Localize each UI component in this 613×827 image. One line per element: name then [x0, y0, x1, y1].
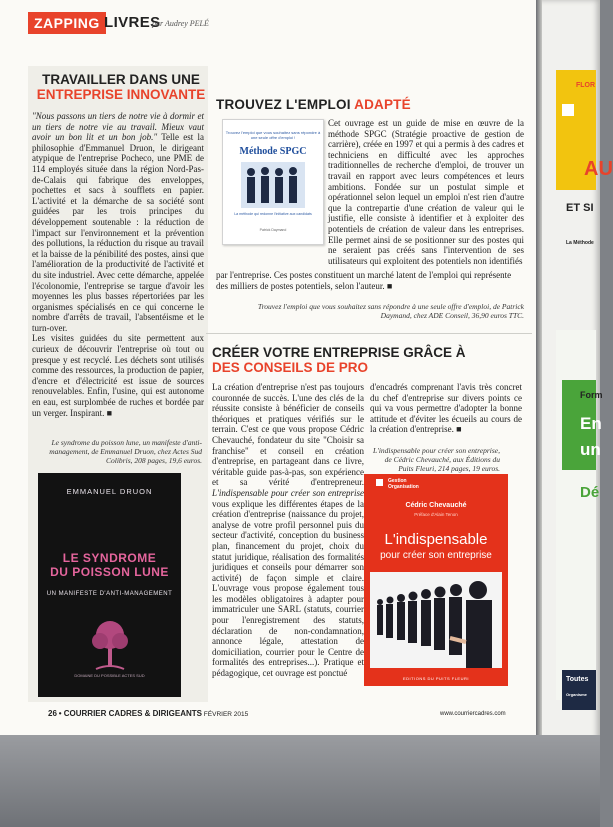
book1-title [38, 551, 181, 579]
book-cover-indispensable [364, 474, 508, 686]
book1-title-line1: LE SYNDROME [62, 551, 157, 565]
left-title-line1: TRAVAILLER DANS UNE [42, 72, 200, 87]
scan-shadow [0, 735, 600, 827]
book3-author: Cédric Chevauché [405, 502, 467, 509]
top-book-caption: Trouvez l'emploi que vous souhaitez sans répondre à une seule offre d'emploi, de Patrick Daymand, chez ADE Conseil, 36,90 euros TTC. [257, 302, 524, 320]
left-article-body [32, 111, 204, 418]
page-number: 26 [48, 709, 57, 718]
section-tag: ZAPPING [28, 12, 106, 34]
book2-tagline: Trouvez l'emploi que vous souhaitez sans répondre à une seule offre d'emploi ! [225, 130, 321, 140]
book3-title-line1: L'indispensable [384, 531, 488, 548]
book2-subtitle: La méthode qui redonne l'initiative aux candidats [234, 212, 312, 216]
left-title-line2: ENTREPRISE INNOVANTE [36, 87, 206, 102]
book2-title: Méthode SPGC [239, 146, 307, 157]
book-cover-syndrome-poisson-lune [38, 473, 181, 697]
adjacent-label5: Form [580, 390, 603, 400]
left-book-caption: Le syndrome du poisson lune, un manifeste d'anti-management, de Emmanuel Druon, chez Actes Sud Colibris, 208 pages, 19,6 euros. [49, 438, 202, 465]
adjacent-label3: ET SI [566, 202, 594, 214]
adjacent-face-icon [562, 104, 574, 116]
end-mark: ■ [106, 407, 113, 418]
adjacent-label6: En [580, 414, 602, 433]
left-body2: Les visites guidées du site permettent aux curieux de découvrir l'entreprise où tout ou presque y est recyclé. Les déchets sont utilisés comme des ressources, la production de papier, d'encre et d'électricité est issue de sources renouvelables. Enfin, l'usine, qui est autonome en eau, est surplombée de ruches et bordée par un verger. Inspirant. [32, 333, 204, 418]
left-body1: Telle est la philosophie d'Emmanuel Druon, le dirigeant atypique de l'entreprise Pocheco, une PME de 114 employés située dans la région Nord-Pas-de-Calais qui fabrique des enveloppes, pochettes et sacs à soufflets en papier. L'activité et la démarche de sa société sont guidées par les trois principes du développement soutenable : la réduction de l'impact sur l'environnement et la prévention des pollutions, la réduction du risque au travail et la baisse de la pénibilité des postes, ainsi que l'amélioration de la productivité de l'activité et du site industriel. Avec cette démarche, appelée l'écolonomie, l'entreprise se targue d'avoir les moyennes les plus basses répertoriées par les organismes spécialisés en ce qui concerne le nombre d'arrêts de travail, l'absentéisme et le turn-over. [32, 132, 204, 333]
book1-publisher: DOMAINE DU POSSIBLE ACTES SUD [74, 673, 145, 678]
bottom-body-col1-italic: L'indispensable pour créer son entreprise [212, 487, 364, 498]
bottom-title-line1: CRÉER VOTRE ENTREPRISE GRÂCE À [212, 345, 466, 360]
bottom-body-col1-b: vous explique les différentes étapes de la création d'entreprise (naissance du projet, analyse de votre profil personnel puis du secteur d'activité, conception du business plan, financement du projet, choix du statut juridique, réalisation des formalités juridiques et conseils pour démarrer son activité) de façon simple et claire. L'ouvrage vous propose également tous les modèles obligatoires à adapter pour immatriculer une SARL (statuts, courrier pour l'enregistrement des statuts, déclaration de non-condamnation, annonce légale, attestation de domiciliation, courrier pour le Centre de formalités des entreprises...). Pratique et pédagogique, cet ouvrage est ponctué [212, 498, 364, 679]
adjacent-label2: AU [584, 158, 613, 180]
top-article-title [216, 97, 411, 112]
adjacent-label8: Dé [580, 484, 600, 501]
book3-collection [388, 478, 419, 490]
page-header [0, 12, 540, 38]
top-article-body-col: Cet ouvrage est un guide de mise en œuvre de la méthode SPGC (Stratégie proactive de gestion de carrière), créée en 1997 et qui a permis à des cadres et techniciens en difficulté avec les approches traditionnelles de recherche d'emploi, de trouver un travail en rapport avec leurs compétences et leurs ambitions. Fondée sur un postulat simple et opérationnel selon lequel un emploi n'est rien d'autre que la contrepartie d'une création de valeur qui le justifie, elle consiste à identifier et à exploiter des potentiels de création de valeur dans les entreprises. Elle permet ainsi de se positionner sur des postes qui ne seraient pas créés sans l'intervention de ses utilisateurs qui exploitent des potentiels non identifiés [328, 118, 524, 266]
book3-collection-line2: Organisation [388, 484, 419, 490]
article-divider [206, 333, 532, 334]
tree-icon [86, 613, 134, 673]
top-body-end: par l'entreprise. Ces postes constituent un marché latent de l'emploi qui représente des milliers de postes potentiels, selon l'auteur. [216, 270, 512, 291]
top-article-body-full [216, 270, 524, 291]
issue-date: FÉVRIER 2015 [203, 711, 249, 718]
page-edge [536, 0, 542, 827]
book3-preface: Préface d'Alain Tenon [414, 512, 458, 517]
bottom-book-caption: L'indispensable pour créer son entreprise, de Cédric Chevauché, aux Éditions du Puits Fleuri, 214 pages, 19 euros. [373, 446, 500, 473]
people-photo-icon [241, 162, 305, 208]
magazine-name: • COURRIER CADRES & DIRIGEANTS [58, 709, 202, 718]
end-mark: ■ [456, 424, 462, 435]
adjacent-label10: Organisme [566, 692, 587, 697]
section-title: LIVRES [104, 14, 161, 31]
bottom-article-col1 [212, 382, 364, 679]
adjacent-page [536, 0, 613, 827]
book3-publisher: EDITIONS DU PUITS FLEURI [402, 676, 469, 681]
page-footer [48, 709, 248, 718]
book2-author: Patrick Daymand [259, 228, 287, 232]
left-article-title [36, 72, 206, 102]
bottom-article-title [212, 345, 522, 375]
top-title-main: TROUVEZ L'EMPLOI [216, 97, 355, 112]
book1-author: EMMANUEL DRUON [66, 487, 153, 496]
end-mark: ■ [386, 280, 393, 291]
bottom-article-col2 [370, 382, 522, 435]
collection-square-icon [376, 479, 383, 486]
bottom-body-col1: La création d'entreprise n'est pas toujours couronnée de succès. L'une des clés de la réussite consiste à bénéficier de conseils théoriques et pratiques vérifiés sur le terrain. C'est ce que vous propose Cédric Chevauché, fondateur du site "Choisir sa franchise" et conseil en création d'entreprise, en partageant dans ce livre, véritable guide pas-à-pas, son expérience et sa vérité d'entrepreneur. [212, 382, 364, 488]
book3-collection-line1: Gestion [388, 478, 407, 484]
adjacent-label9: Toutes [566, 676, 589, 683]
bottom-title-line2: DES CONSEILS DE PRO [212, 360, 369, 375]
left-quote: "Nous passons un tiers de notre vie à dormir et un tiers de notre vie au travail. Mieux vaut avoir un bon lit et un bon job." [32, 111, 204, 143]
adjacent-label1: FLOR [576, 82, 596, 89]
byline: par Audrey PELÉ [152, 19, 209, 28]
book3-title-line2: pour créer son entreprise [380, 550, 492, 561]
book-cover-methode-spgc [222, 119, 324, 245]
website-link: www.courriercadres.com [440, 711, 506, 717]
book1-title-line2: DU POISSON LUNE [50, 565, 169, 579]
adjacent-label7: un [580, 440, 601, 459]
book1-subtitle: UN MANIFESTE D'ANTI-MANAGEMENT [46, 591, 173, 597]
top-title-accent: ADAPTÉ [354, 97, 411, 112]
business-people-icon [370, 572, 502, 668]
bottom-body-col2: d'encadrés comprenant l'avis très concret du chef d'entreprise sur divers points ce qui va vous permettre d'adopter la bonne attitude et d'éviter les écueils au cours de la création d'entreprise. [370, 382, 522, 435]
adjacent-label4: La Méthode [566, 240, 594, 246]
